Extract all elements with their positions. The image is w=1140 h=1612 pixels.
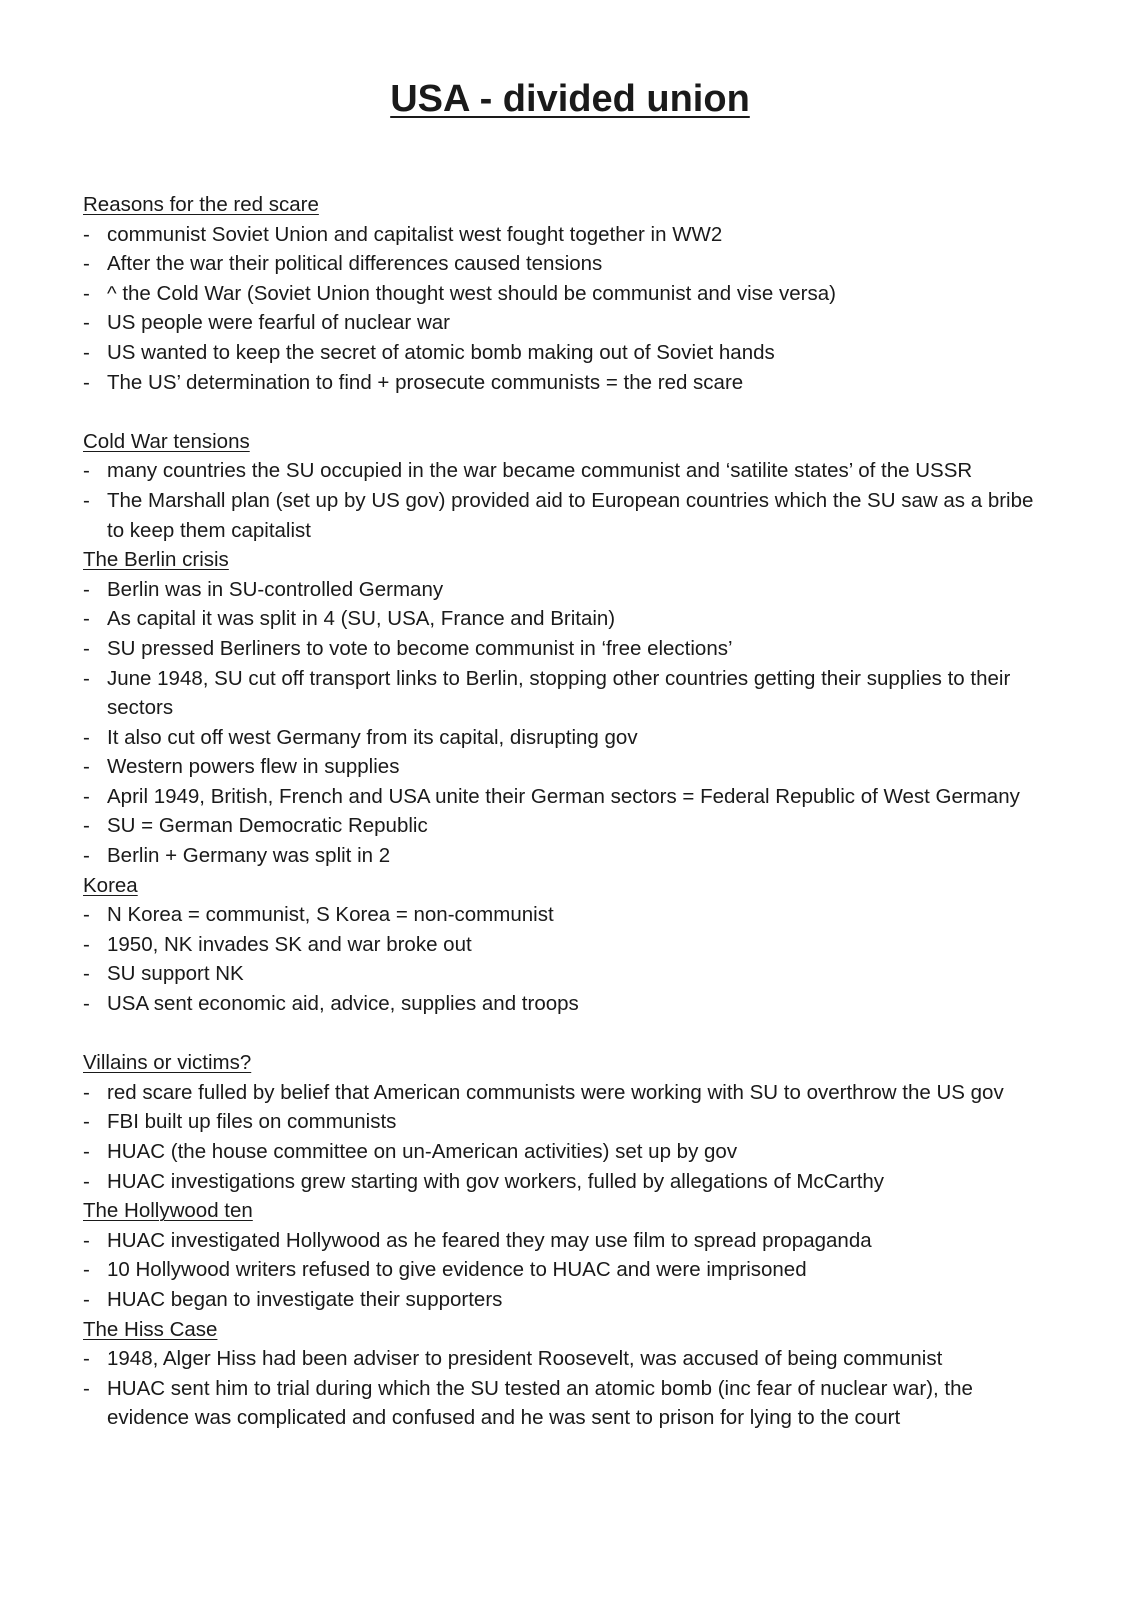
dash-bullet-icon: -	[83, 459, 90, 483]
list-item-text: 10 Hollywood writers refused to give evidence to HUAC and were imprisoned	[107, 1258, 807, 1282]
bullet-list	[83, 1226, 1043, 1315]
list-item	[83, 959, 1043, 989]
list-item	[83, 1374, 1043, 1433]
dash-bullet-icon: -	[83, 370, 90, 394]
section-heading: The Berlin crisis	[83, 548, 229, 572]
bullet-list	[83, 220, 1043, 398]
page-title: USA - divided union	[390, 78, 750, 120]
list-item-text: communist Soviet Union and capitalist west fought together in WW2	[107, 222, 723, 246]
dash-bullet-icon: -	[83, 607, 90, 631]
list-item-text: SU = German Democratic Republic	[107, 814, 428, 838]
list-item-text: US wanted to keep the secret of atomic bomb making out of Soviet hands	[107, 340, 775, 364]
dash-bullet-icon: -	[83, 962, 90, 986]
list-item-text: April 1949, British, French and USA unite their German sectors = Federal Republic of West Germany	[107, 784, 1020, 808]
dash-bullet-icon: -	[83, 1287, 90, 1311]
section-heading: The Hollywood ten	[83, 1199, 253, 1223]
dash-bullet-icon: -	[83, 636, 90, 660]
dash-bullet-icon: -	[83, 814, 90, 838]
list-item	[83, 338, 1043, 368]
bullet-list	[83, 1344, 1043, 1433]
list-item	[83, 456, 1043, 486]
list-item-text: 1948, Alger Hiss had been adviser to president Roosevelt, was accused of being communist	[107, 1347, 943, 1371]
list-item-text: HUAC began to investigate their supporters	[107, 1287, 503, 1311]
list-item	[83, 1226, 1043, 1256]
section-heading: Villains or victims?	[83, 1051, 252, 1075]
list-item	[83, 368, 1043, 398]
dash-bullet-icon: -	[83, 1140, 90, 1163]
list-item	[83, 308, 1043, 338]
dash-bullet-icon: -	[83, 725, 90, 749]
dash-bullet-icon: -	[83, 1376, 90, 1400]
section-heading: Korea	[83, 873, 138, 897]
section	[83, 427, 1043, 545]
bullet-list	[83, 575, 1043, 871]
dash-bullet-icon: -	[83, 755, 90, 779]
list-item-text: Western powers flew in supplies	[107, 755, 400, 779]
dash-bullet-icon: -	[83, 1258, 90, 1282]
list-item	[83, 900, 1043, 930]
list-item-text: HUAC sent him to trial during which the SU tested an atomic bomb (inc fear of nuclear war), the evidence was complicated and confused and he was sent to prison for lying to the court	[107, 1376, 973, 1430]
dash-bullet-icon: -	[83, 577, 90, 601]
list-item	[83, 1167, 1043, 1197]
list-item	[83, 634, 1043, 664]
list-item-text: red scare fulled by belief that American communists were working with SU to overthrow the US gov	[107, 1080, 1004, 1104]
section-heading: Reasons for the red scare	[83, 193, 319, 216]
list-item	[83, 841, 1043, 871]
list-item	[83, 664, 1043, 723]
list-item-text: N Korea = communist, S Korea = non-communist	[107, 903, 554, 927]
list-item-text: After the war their political differences caused tensions	[107, 252, 603, 276]
list-item	[83, 811, 1043, 841]
list-item-text: HUAC (the house committee on un-American activities) set up by gov	[107, 1140, 738, 1163]
section	[83, 1315, 1043, 1433]
list-item-text: June 1948, SU cut off transport links to Berlin, stopping other countries getting their supplies to their sectors	[107, 666, 1011, 720]
section	[83, 545, 1043, 871]
list-item	[83, 723, 1043, 753]
list-item-text: FBI built up files on communists	[107, 1110, 397, 1134]
section	[83, 871, 1043, 1019]
list-item-text: It also cut off west Germany from its capital, disrupting gov	[107, 725, 638, 749]
section	[83, 1196, 1043, 1314]
list-item-text: HUAC investigations grew starting with gov workers, fulled by allegations of McCarthy	[107, 1169, 885, 1193]
list-item-text: US people were fearful of nuclear war	[107, 311, 450, 335]
list-item	[83, 575, 1043, 605]
dash-bullet-icon: -	[83, 784, 90, 808]
list-item	[83, 989, 1043, 1019]
list-item-text: The Marshall plan (set up by US gov) provided aid to European countries which the SU saw as a bribe to keep them capitalist	[107, 488, 1034, 542]
dash-bullet-icon: -	[83, 844, 90, 868]
bullet-list	[83, 900, 1043, 1018]
list-item	[83, 1344, 1043, 1374]
dash-bullet-icon: -	[83, 488, 90, 512]
list-item	[83, 1107, 1043, 1137]
list-item-text: SU support NK	[107, 962, 244, 986]
list-item-text: The US’ determination to find + prosecute communists = the red scare	[107, 370, 744, 394]
list-item	[83, 604, 1043, 634]
list-item-text: HUAC investigated Hollywood as he feared they may use film to spread propaganda	[107, 1228, 872, 1252]
list-item-text: ^ the Cold War (Soviet Union thought west should be communist and vise versa)	[107, 281, 836, 305]
list-item	[83, 279, 1043, 309]
list-item-text: Berlin was in SU-controlled Germany	[107, 577, 444, 601]
list-item	[83, 752, 1043, 782]
dash-bullet-icon: -	[83, 903, 90, 927]
list-item-text: many countries the SU occupied in the war became communist and ‘satilite states’ of the USSR	[107, 459, 973, 483]
list-item-text: 1950, NK invades SK and war broke out	[107, 932, 472, 956]
list-item	[83, 486, 1043, 545]
dash-bullet-icon: -	[83, 1169, 90, 1193]
dash-bullet-icon: -	[83, 992, 90, 1016]
bullet-list	[83, 456, 1043, 545]
list-item	[83, 1285, 1043, 1315]
dash-bullet-icon: -	[83, 1110, 90, 1134]
list-item	[83, 930, 1043, 960]
list-item-text: USA sent economic aid, advice, supplies and troops	[107, 992, 579, 1016]
list-item	[83, 1078, 1043, 1108]
section-heading: The Hiss Case	[83, 1317, 218, 1341]
dash-bullet-icon: -	[83, 1080, 90, 1104]
dash-bullet-icon: -	[83, 281, 90, 305]
dash-bullet-icon: -	[83, 1347, 90, 1371]
dash-bullet-icon: -	[83, 666, 90, 690]
list-item	[83, 249, 1043, 279]
list-item-text: SU pressed Berliners to vote to become communist in ‘free elections’	[107, 636, 733, 660]
dash-bullet-icon: -	[83, 1228, 90, 1252]
dash-bullet-icon: -	[83, 340, 90, 364]
dash-bullet-icon: -	[83, 252, 90, 276]
dash-bullet-icon: -	[83, 311, 90, 335]
list-item	[83, 1137, 1043, 1167]
section	[83, 190, 1043, 397]
list-item	[83, 1255, 1043, 1285]
notes-body	[83, 190, 1043, 1433]
list-item-text: Berlin + Germany was split in 2	[107, 844, 391, 868]
list-item	[83, 782, 1043, 812]
dash-bullet-icon: -	[83, 222, 90, 246]
list-item-text: As capital it was split in 4 (SU, USA, France and Britain)	[107, 607, 616, 631]
section	[83, 1048, 1043, 1196]
section-heading: Cold War tensions	[83, 429, 250, 453]
list-item	[83, 220, 1043, 250]
bullet-list	[83, 1078, 1043, 1196]
dash-bullet-icon: -	[83, 932, 90, 956]
